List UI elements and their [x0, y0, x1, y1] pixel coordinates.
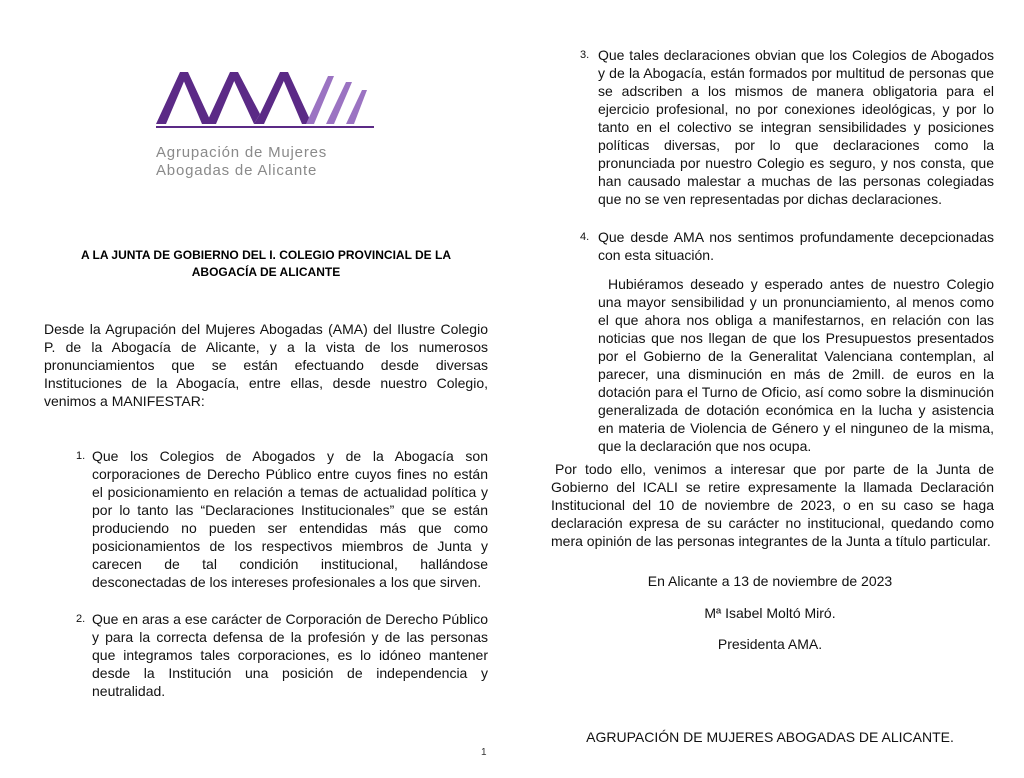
addressee-line1: A LA JUNTA DE GOBIERNO DEL I. COLEGIO PROVINCIAL DE LA: [80, 248, 452, 262]
logo-text-line2: Abogadas de Alicante: [156, 162, 318, 179]
point-1: [76, 447, 488, 591]
page-number: 1: [481, 747, 487, 758]
point-number: 2.: [76, 613, 86, 625]
point-text: Que tales declaraciones obvian que los Colegios de Abogados y de la Abogacía, están formados por multitud de personas que se adscriben a los mismos de manera obligatoria para el ejercicio profesional, no por conexiones ideológicas, y por lo tanto en el colectivo se integran sensibilidades y posiciones políticas diversas, por lo que declaraciones como la pronunciada por nuestro Colegio es seguro, y nos consta, que han causado malestar a muchas de las personas colegiadas que no se ven representadas por dichas declaraciones.: [598, 47, 994, 207]
footer-organization: AGRUPACIÓN DE MUJERES ABOGADAS DE ALICANTE.: [586, 729, 954, 745]
point-4: [580, 228, 994, 264]
point-number: 1.: [76, 450, 86, 462]
conclusion-paragraph: Por todo ello, venimos a interesar que por parte de la Junta de Gobierno del ICALI se retire expresamente la llamada Declaración Institucional del 10 de noviembre de 2023, o en su caso se haga declaración expresa de su carácter no institucional, quedando como mera opinión de las personas integrantes de la Junta a título particular.: [551, 461, 994, 549]
point-text: Que en aras a ese carácter de Corporación de Derecho Público y para la correcta defensa de la profesión y de las personas que integramos tales corporaciones, es lo idóneo mantener desde la Institución una posición de independencia y neutralidad.: [92, 611, 488, 699]
signatory-title: Presidenta AMA.: [717, 636, 823, 652]
logo-text-line1: Agrupación de Mujeres: [156, 144, 328, 161]
point-number: 4.: [580, 231, 590, 243]
ama-logo-mark-icon: [156, 62, 384, 132]
point-2: [76, 610, 488, 700]
point-text: Que desde AMA nos sentimos profundamente decepcionadas con esta situación.: [598, 229, 994, 263]
point-number: 3.: [580, 49, 590, 61]
point-text: Que los Colegios de Abogados y de la Abogacía son corporaciones de Derecho Público entre cuyos fines no están el posicionamiento en relación a temas de actualidad política y por lo tanto las “Declaraciones Institucionales” que se están produciendo no pueden ser entendidas más que como posicionamientos de los respectivos miembros de Junta y carecen de tal condición institucional, hallándose desconectadas de los intereses profesionales a los que sirven.: [92, 448, 488, 590]
addressee-line2: ABOGACÍA DE ALICANTE: [191, 265, 341, 279]
intro-paragraph: Desde la Agrupación del Mujeres Abogadas (AMA) del Ilustre Colegio P. de la Abogacía de Alicante, y a la vista de los numerosos pronunciamientos que se están efectuando desde diversas Instituciones de la Abogacía, entre ellas, desde nuestro Colegio, venimos a MANIFESTAR:: [44, 321, 488, 409]
expectations-paragraph: Hubiéramos deseado y esperado antes de nuestro Colegio una mayor sensibilidad y un pronunciamiento, al menos como el que ahora nos obliga a manifestarnos, en relación con las noticias que nos llegan de que los Presupuestos presentados por el Gobierno de la Generalitat Valenciana contemplan, al parecer, una disminución en más de 2mill. de euros en la dotación para el Turno de Oficio, así como sobre la disminución generalizada de dotación económica en la lucha y asistencia en materia de Violencia de Género y el ninguneo de la misma, que la declaración que nos ocupa.: [598, 276, 994, 454]
point-3: [580, 46, 994, 208]
ama-logo: [156, 62, 386, 132]
date-line: En Alicante a 13 de noviembre de 2023: [647, 573, 893, 589]
signatory-name: Mª Isabel Moltó Miró.: [704, 605, 836, 621]
addressee-heading: [66, 247, 466, 281]
